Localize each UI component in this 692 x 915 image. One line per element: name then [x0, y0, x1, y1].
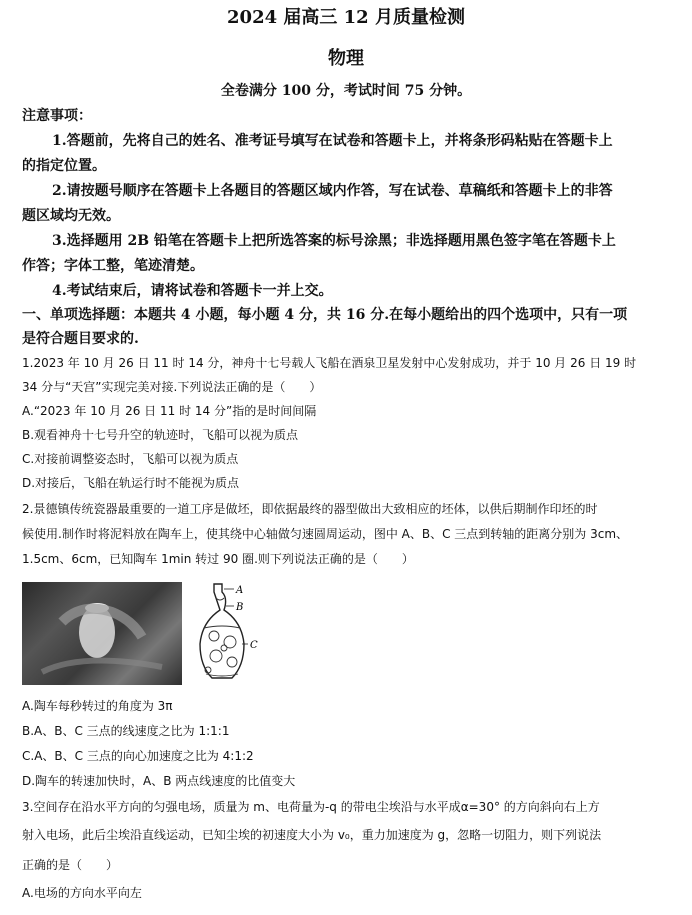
note-1-line-1: 1.答题前，先将自己的姓名、准考证号填写在试卷和答题卡上，并将条形码粘贴在答题卡上 — [52, 133, 613, 149]
q2-option-c: C.A、B、C 三点的向心加速度之比为 4:1:2 — [22, 749, 254, 763]
section-heading-line-1: 一、单项选择题：本题共 4 小题，每小题 4 分，共 16 分.在每小题给出的四个选项中，只有一项 — [22, 307, 628, 323]
note-3-line-2: 作答；字体工整，笔迹清楚。 — [22, 258, 204, 274]
q1-option-d: D.对接后，飞船在轨运行时不能视为质点 — [22, 476, 240, 490]
note-2-line-2: 题区域均无效。 — [22, 208, 120, 224]
label-b: B — [236, 602, 244, 613]
q3-option-a: A.电场的方向水平向左 — [22, 886, 142, 900]
pottery-wheel-photo — [22, 582, 182, 685]
exam-title: 2024 届高三 12 月质量检测 — [227, 7, 465, 28]
q2-stem-line-2: 候使用.制作时将泥料放在陶车上，使其绕中心轴做匀速圆周运动，图中 A、B、C 三点到转轴的距离分别为 3cm、 — [22, 527, 629, 541]
potter-hands-illustration — [22, 582, 182, 685]
q1-option-b: B.观看神舟十七号升空的轨迹时，飞船可以视为质点 — [22, 428, 299, 442]
note-3-line-1: 3.选择题用 2B 铅笔在答题卡上把所选答案的标号涂黑；非选择题用黑色签字笔在答题卡上 — [52, 233, 616, 249]
note-4: 4.考试结束后，请将试卷和答题卡一并上交。 — [52, 283, 333, 299]
note-1-line-2: 的指定位置。 — [22, 158, 106, 174]
q2-option-a: A.陶车每秒转过的角度为 3π — [22, 699, 173, 713]
q1-option-c: C.对接前调整姿态时，飞船可以视为质点 — [22, 452, 239, 466]
q3-stem-line-1: 3.空间存在沿水平方向的匀强电场，质量为 m、电荷量为-q 的带电尘埃沿与水平成α=30° 的方向斜向右上方 — [22, 800, 600, 814]
label-c: C — [250, 640, 258, 651]
q2-stem-line-1: 2.景德镇传统瓷器最重要的一道工序是做坯，即依据最终的器型做出大致相应的坯体，以供后期制作印坯的时 — [22, 502, 598, 516]
q2-option-b: B.A、B、C 三点的线速度之比为 1:1:1 — [22, 724, 230, 738]
q2-option-d: D.陶车的转速加快时，A、B 两点线速度的比值变大 — [22, 774, 296, 788]
q3-stem-line-3: 正确的是（ ） — [22, 858, 119, 872]
q2-stem-line-3: 1.5cm、6cm，已知陶车 1min 转过 90 圈.则下列说法正确的是（ ） — [22, 552, 414, 566]
q3-stem-line-2: 射入电场，此后尘埃沿直线运动，已知尘埃的初速度大小为 v₀，重力加速度为 g，忽略一切阻力，则下列说法 — [22, 828, 602, 842]
label-a: A — [236, 585, 244, 596]
section-heading-line-2: 是符合题目要求的. — [22, 331, 139, 347]
q1-stem-line-2: 34 分与“天宫”实现完美对接.下列说法正确的是（ ） — [22, 380, 322, 394]
subject-title: 物理 — [328, 48, 364, 69]
q1-option-a: A.“2023 年 10 月 26 日 11 时 14 分”指的是时间间隔 — [22, 404, 317, 418]
notes-heading: 注意事项： — [22, 108, 92, 124]
exam-info: 全卷满分 100 分，考试时间 75 分钟。 — [220, 83, 472, 99]
note-2-line-1: 2.请按题号顺序在答题卡上各题目的答题区域内作答，写在试卷、草稿纸和答题卡上的非答 — [52, 183, 613, 199]
vase-figure — [186, 580, 266, 686]
q1-stem-line-1: 1.2023 年 10 月 26 日 11 时 14 分，神舟十七号载人飞船在酒泉卫星发射中心发射成功，并于 10 月 26 日 19 时 — [22, 356, 637, 370]
